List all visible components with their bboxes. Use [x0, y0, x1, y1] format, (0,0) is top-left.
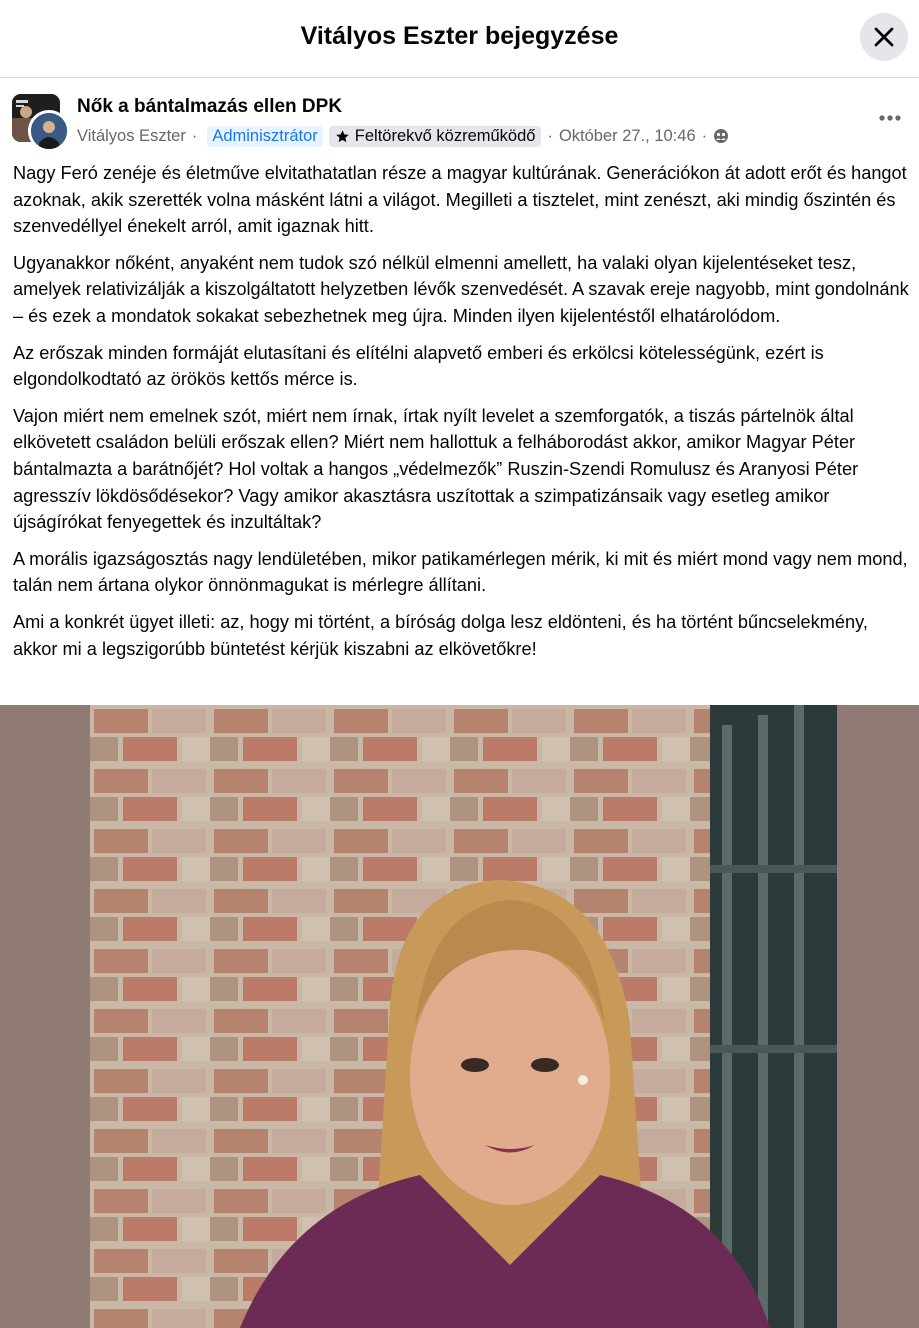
- author-avatar[interactable]: [28, 110, 70, 152]
- portrait-photo[interactable]: [90, 705, 837, 1328]
- post-paragraph: Nagy Feró zenéje és életműve elvitathatatlan része a magyar kultúrának. Generációkon át adott erőt és hangot azoknak, akik szerették volna másként látni a világot. Megilleti a tisztelet, mint zenészt, aki mindig őszintén és szenvedéllyel énekelt arról, amit igaznak hitt.: [13, 163, 907, 237]
- post-timestamp-link[interactable]: Október 27., 10:46: [558, 126, 696, 145]
- post-avatars[interactable]: [12, 94, 68, 150]
- post-paragraph: Vajon miért nem emelnek szót, miért nem írnak, írtak nyílt levelet a szemforgatók, a tiszás pártelnök által elkövetett családon belüli erőszak ellen? Miért nem hallottuk a felháborodást akkor, amikor Magyar Péter bántalmazta a barátnőjét? Hol voltak a hangos „védelmezők” Ruszin-Szendi Romulusz és Aranyosi Péter agresszív lökdösődésekor? Vagy amikor akasztásra uszítottak a szimpatizánsaik vagy esetleg amikor újságírókat fenyegettek és inzultáltak?: [13, 405, 859, 533]
- rising-contributor-label: Feltörekvő közreműködő: [354, 126, 536, 145]
- more-options-button[interactable]: [870, 104, 910, 132]
- more-options-icon: [870, 104, 910, 132]
- post-paragraph: Az erőszak minden formáját elutasítani és elítélni alapvető emberi és erkölcsi kötelességünk, ezért is elgondolkodtató az örökös kettős mérce is.: [13, 342, 824, 390]
- admin-badge[interactable]: Adminisztrátor: [207, 126, 322, 147]
- meta-separator: ·: [701, 126, 708, 145]
- author-name-link[interactable]: Vitályos Eszter: [77, 126, 186, 145]
- dialog-title: Vitályos Eszter bejegyzése: [300, 22, 619, 50]
- meta-separator: ·: [547, 126, 553, 145]
- star-icon: [335, 129, 350, 144]
- group-name-link[interactable]: Nők a bántalmazás ellen DPK: [77, 96, 343, 117]
- rising-contributor-badge[interactable]: [329, 126, 542, 147]
- close-button[interactable]: [860, 13, 908, 61]
- post-meta: [77, 124, 729, 148]
- post-paragraph: A morális igazságosztás nagy lendületében, mikor patikamérlegen mérik, ki mit és miért mond vagy nem mond, talán nem ártana olykor önnönmagukat is mérlegre állítani.: [13, 548, 908, 596]
- post-text: [13, 160, 913, 672]
- group-privacy-icon: [713, 128, 729, 144]
- post-photo-container[interactable]: [0, 705, 919, 1328]
- post-paragraph: Ugyanakkor nőként, anyaként nem tudok szó nélkül elmenni amellett, ha valaki olyan kijelentéseket tesz, amelyek relativizálják a kiszolgáltatott helyzetben lévők szenvedését. A szavak ereje nagyobb, mint gondolnánk – és ezek a mondatok sokakat sebezhetnek meg újra. Minden ilyen kijelentéstől elhatárolódom.: [13, 252, 909, 326]
- close-icon: [873, 26, 895, 48]
- meta-separator: ·: [191, 126, 198, 145]
- dialog-header: [0, 0, 919, 78]
- post-paragraph: Ami a konkrét ügyet illeti: az, hogy mi történt, a bíróság dolga lesz eldönteni, és ha történt bűncselekmény, akkor mi a legszigorúbb büntetést kérjük kiszabni az elkövetőkre!: [13, 611, 868, 659]
